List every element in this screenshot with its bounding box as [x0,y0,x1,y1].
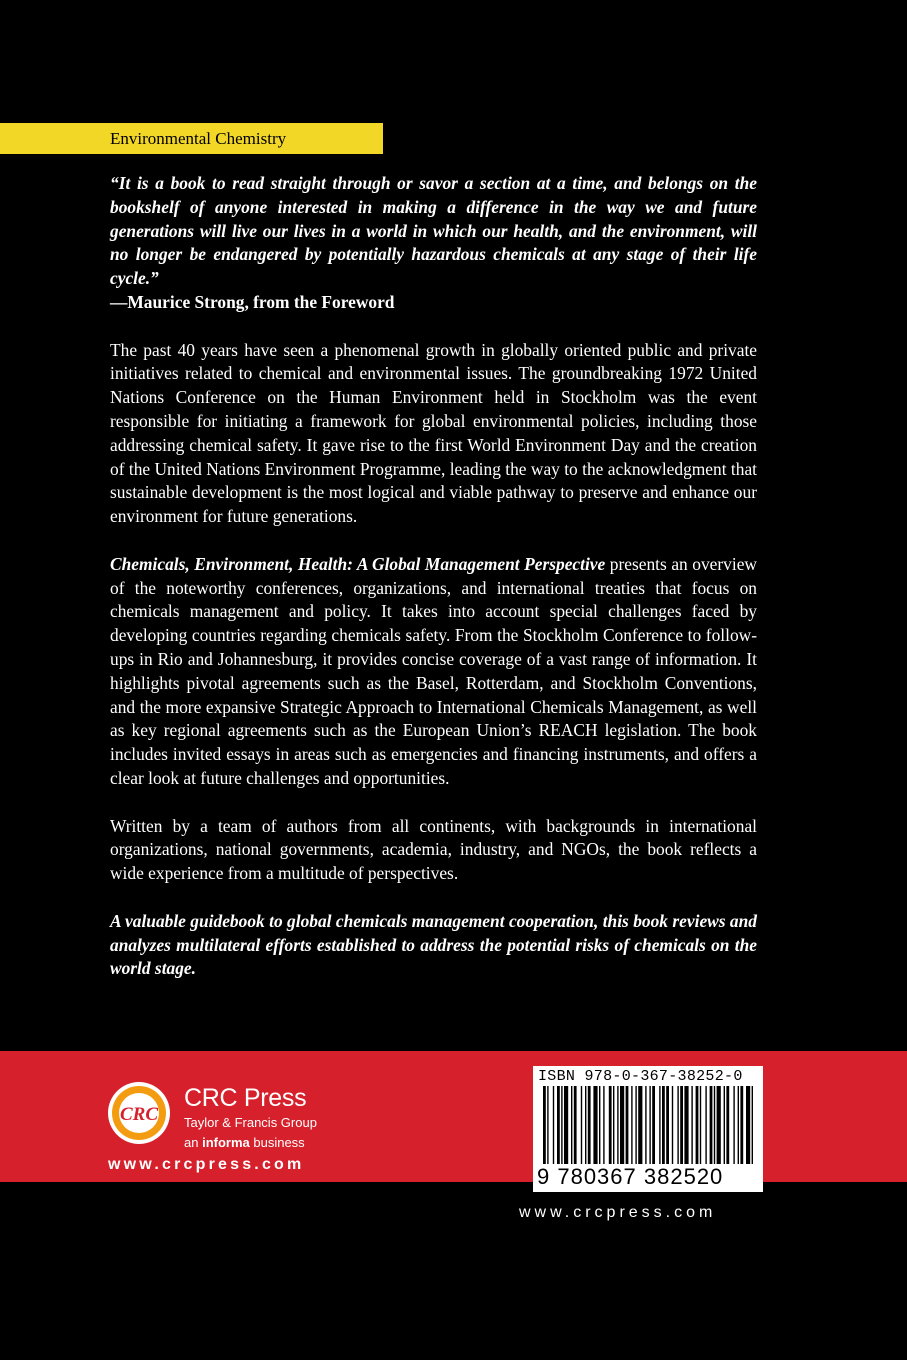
publisher-group: Taylor & Francis Group [184,1115,317,1130]
barcode-bar [553,1086,554,1164]
barcode-bar [581,1086,582,1164]
description-paragraph-2 [110,553,757,791]
back-cover-text [110,172,757,981]
crc-logo-icon [107,1081,171,1145]
barcode-bar [571,1086,572,1164]
website-url[interactable]: www.crcpress.com [519,1204,717,1221]
category-label: Environmental Chemistry [0,123,383,154]
barcode-bar [564,1086,568,1164]
description-paragraph-3: Written by a team of authors from all continents, with backgrounds in international organizations, national governments, academia, industry, and NGOs, the book reflects a wide experience from a multitude of perspectives. [110,815,757,884]
barcode-bar [662,1086,665,1164]
barcode-bar [746,1086,750,1164]
barcode-bar [609,1086,612,1164]
barcode-bar [603,1086,604,1164]
barcode-bar [626,1086,629,1164]
barcode-bar [700,1086,701,1164]
barcode-bar [574,1086,577,1164]
barcode-bar [593,1086,597,1164]
barcode-bar [543,1086,546,1164]
barcode-bar [561,1086,562,1164]
barcode-bar [659,1086,660,1164]
closing-statement: A valuable guidebook to global chemicals management cooperation, this book reviews and analyzes multilateral efforts established to address the potential risks of chemicals on the world stage. [110,910,757,979]
barcode-bar [547,1086,548,1164]
barcode-digits: 9 780367 382520 [537,1164,724,1189]
barcode-bar [645,1086,646,1164]
barcode-bar [705,1086,706,1164]
barcode-bar [631,1086,632,1164]
crc-logo-text: CRC [119,1104,159,1125]
barcode-bar [672,1086,673,1164]
barcode-bar [710,1086,713,1164]
barcode-bar [588,1086,591,1164]
barcode-bar [684,1086,688,1164]
endorsement-quote: “It is a book to read straight through or savor a section at a time, and belongs on the bookshelf of anyone interested in making a difference in the way we and future generations will live our lives in a world in which our health, and the environment, will no longer be endangered by potentially hazardous chemicals at any stage of their life cycle.” [110,173,757,289]
barcode-bars [543,1086,755,1166]
barcode-bar [738,1086,739,1164]
barcode-bar [691,1086,692,1164]
barcode-bar [733,1086,734,1164]
publisher-name: CRC Press [184,1084,307,1112]
barcode-bar [680,1086,683,1164]
isbn-barcode [533,1066,763,1192]
barcode-bar [585,1086,586,1164]
barcode-bar [620,1086,624,1164]
barcode-bar [724,1086,725,1164]
barcode-bar [717,1086,721,1164]
quote-attribution: —Maurice Strong, from the Foreword [110,291,395,312]
barcode-bar [649,1086,650,1164]
barcode-bar [635,1086,636,1164]
barcode-bar [696,1086,699,1164]
book-title: Chemicals, Environment, Health: A Global Management Perspective [110,553,606,574]
barcode-bar [714,1086,715,1164]
barcode-bar [613,1086,614,1164]
barcode-bar [652,1086,655,1164]
barcode-bar [740,1086,743,1164]
description-paragraph-1: The past 40 years have seen a phenomenal growth in globally oriented public and private initiatives related to chemical and environmental issues. The groundbreaking 1972 United Nations Conference on the Human Environment held in Stockholm was the event responsible for initiating a framework for global environmental policies, including those addressing chemical safety. It gave rise to the first World Environment Day and the creation of the United Nations Environment Programme, leading the way to the acknowledgment that sustainable development is the most logical and viable pathway to preserve and enhance our environment for future generations. [110,339,757,527]
barcode-bar [726,1086,729,1164]
barcode-bar [638,1086,642,1164]
barcode-bar [617,1086,618,1164]
barcode-bar [599,1086,600,1164]
isbn-label: ISBN 978-0-367-38252-0 [538,1068,743,1085]
publisher-url[interactable]: www.crcpress.com [108,1156,305,1173]
publisher-informa: an informa business [184,1135,305,1150]
barcode-bar [666,1086,669,1164]
barcode-bar [557,1086,560,1164]
barcode-bar [677,1086,678,1164]
description-paragraph-2-text: presents an overview of the noteworthy conferences, organizations, and international treaties that focus on chemicals management and policy. It takes into account special challenges faced by developing countries regarding chemicals safety. From the Stockholm Conference to follow-ups in Rio and Johannesburg, it provides concise coverage of a vast range of information. It highlights pivotal agreements such as the Basel, Rotterdam, and Stockholm Conventions, and the more expansive Strategic Approach to International Chemicals Management, as well as key regional agreements such as the European Union’s REACH legislation. The book includes invited essays in areas such as emergencies and financing instruments, and offers a clear look at future challenges and opportunities. [110,553,757,788]
barcode-bar [752,1086,753,1164]
